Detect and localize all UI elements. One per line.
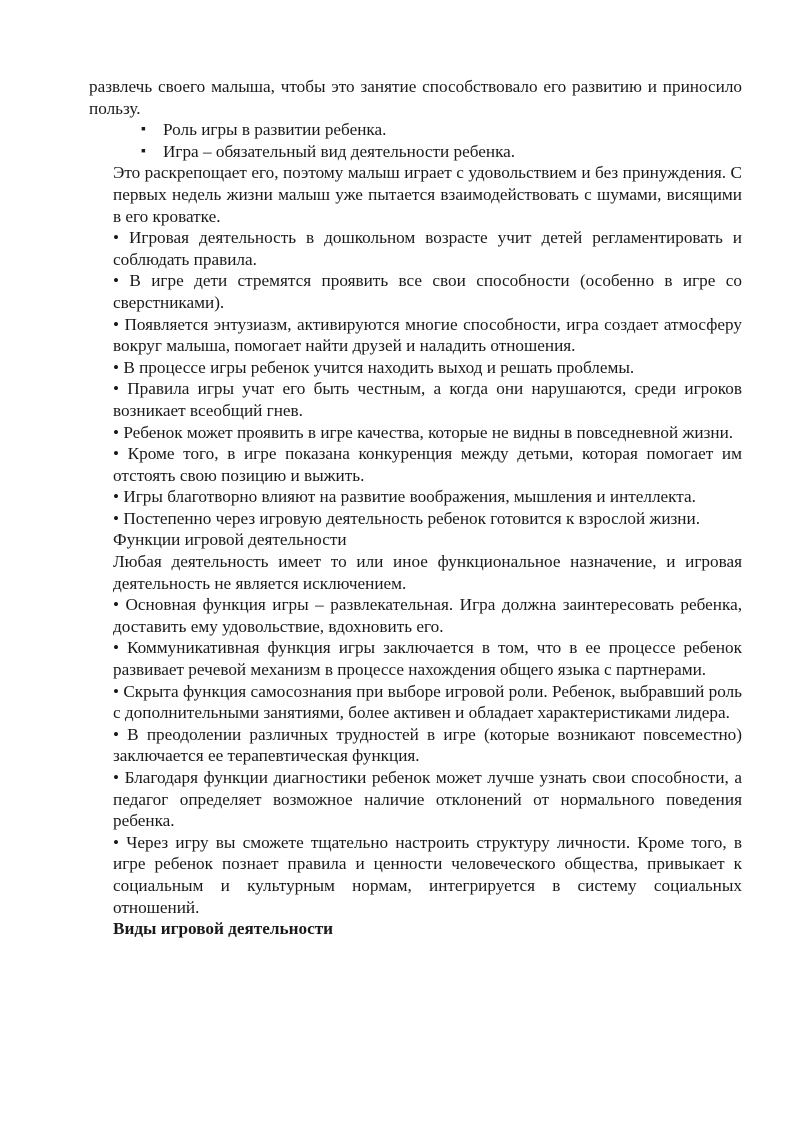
bullet-list [113,119,742,162]
body-paragraph: • Скрыта функция самосознания при выборе игровой роли. Ребенок, выбравший роль с дополнительными занятиями, более активен и обладает характеристиками лидера. [113,681,742,723]
body-paragraph: • Игровая деятельность в дошкольном возрасте учит детей регламентировать и соблюдать правила. [113,228,742,269]
bullet-text: Игра – обязательный вид деятельности ребенка. [163,141,516,161]
body-paragraph: • Кроме того, в игре показана конкуренция между детьми, которая помогает им отстоять свою позицию и выжить. [113,444,742,485]
section-subtitle: Функции игровой деятельности [113,530,347,550]
body-paragraph: • Коммуникативная функция игры заключается в том, что в ее процессе ребенок развивает речевой механизм в процессе нахождения общего языка с партнерами. [113,638,742,680]
body-paragraph: • Ребенок может проявить в игре качества, которые не видны в повседневной жизни. [113,422,734,442]
body-paragraph: • Игры благотворно влияют на развитие воображения, мышления и интеллекта. [113,487,696,507]
body-paragraph: • Благодаря функции диагностики ребенок может лучше узнать свои способности, а педагог определяет возможное наличие отклонений от нормального поведения ребенка. [113,768,742,831]
body-paragraph: • Основная функция игры – развлекательная. Игра должна заинтересовать ребенка, доставить ему удовольствие, вдохновить его. [113,595,742,636]
bullet-marker-icon: ▪ [141,122,146,138]
body-paragraph: • В процессе игры ребенок учится находить выход и решать проблемы. [113,357,635,377]
document-page [89,76,742,940]
body-paragraph: Любая деятельность имеет то или иное функциональное назначение, и игровая деятельность не является исключением. [113,552,742,593]
intro-paragraph: развлечь своего малыша, чтобы это занятие способствовало его развитию и приносило пользу. [89,77,742,118]
bullet-item [113,141,742,163]
body-paragraph: • В игре дети стремятся проявить все свои способности (особенно в игре со сверстниками). [113,271,742,312]
body-paragraph: Это раскрепощает его, поэтому малыш играет с удовольствием и без принуждения. С первых недель жизни малыш уже пытается взаимодействовать с шумами, висящими в его кроватке. [113,163,742,226]
body-paragraph: • Постепенно через игровую деятельность ребенок готовится к взрослой жизни. [113,508,701,528]
bullet-marker-icon: ▪ [141,143,146,159]
body-paragraph: • Через игру вы сможете тщательно настроить структуру личности. Кроме того, в игре ребенок познает правила и ценности человеческого общества, привыкает к социальным и культурным нормам, интегрируется в систему социальных отношений. [113,832,742,917]
body-paragraph: • В преодолении различных трудностей в игре (которые возникают повсеместно) заключается ее терапевтическая функция. [113,724,742,766]
body-paragraph: • Появляется энтузиазм, активируются многие способности, игра создает атмосферу вокруг малыша, помогает найти друзей и наладить отношения. [113,314,742,356]
bullet-item [113,119,742,141]
bullet-text: Роль игры в развитии ребенка. [163,120,387,140]
body-paragraph: • Правила игры учат его быть честным, а когда они нарушаются, среди игроков возникает всеобщий гнев. [113,379,742,420]
section-heading: Виды игровой деятельности [113,919,334,939]
